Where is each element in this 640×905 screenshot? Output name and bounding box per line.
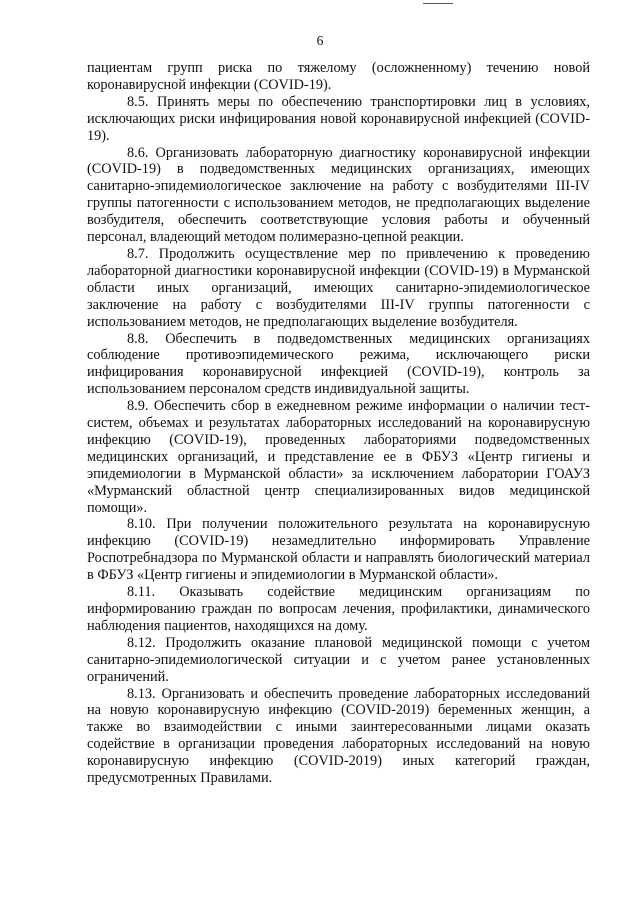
paragraph-8-8: 8.8. Обеспечить в подведомственных медицинских организациях соблюдение противоэпидемического режима, исключающего риски инфицирования коронавирусной инфекцией (COVID-19), контроль за использованием персоналом средств индивидуальной защиты. <box>87 330 590 398</box>
paragraph-8-12: 8.12. Продолжить оказание плановой медицинской помощи с учетом санитарно-эпидемиологической ситуации и с учетом ранее установленных ограничений. <box>87 634 590 685</box>
paragraph-8-7: 8.7. Продолжить осуществление мер по привлечению к проведению лабораторной диагностики коронавирусной инфекции (COVID-19) в Мурманской области иных организаций, имеющих санитарно-эпидемиологическое заключение на работу с возбудителями III-IV группы патогенности с использованием методов, не предполагающих выделение возбудителя. <box>87 245 590 330</box>
paragraph-8-10: 8.10. При получении положительного результата на коронавирусную инфекцию (COVID-19) незамедлительно информировать Управление Роспотребнадзора по Мурманской области и направлять биологический материал в ФБУЗ «Центр гигиены и эпидемиологии в Мурманской области». <box>87 516 590 584</box>
paragraph-8-5: 8.5. Принять меры по обеспечению транспортировки лиц в условиях, исключающих риски инфицирования новой коронавирусной инфекцией (COVID-19). <box>87 93 590 144</box>
document-body <box>87 60 590 787</box>
paragraph-8-11: 8.11. Оказывать содействие медицинским организациям по информированию граждан по вопросам лечения, профилактики, динамического наблюдения пациентов, находящихся на дому. <box>87 584 590 634</box>
paragraph-8-9: 8.9. Обеспечить сбор в ежедневном режиме информации о наличии тест-систем, объемах и результатах лабораторных исследований на коронавирусную инфекцию (COVID-19), проведенных лабораториями подведомственных медицинских организаций, и представление ее в ФБУЗ «Центр гигиены и эпидемиологии в Мурманской области» за исключением лаборатории ГОАУЗ «Мурманский областной центр специализированных видов медицинской помощи». <box>87 398 590 516</box>
paragraph-continuation: пациентам групп риска по тяжелому (осложненному) течению новой коронавирусной инфекции (COVID-19). <box>87 60 590 93</box>
page-number: 6 <box>316 33 324 48</box>
top-edge-mark <box>423 3 453 4</box>
paragraph-8-6: 8.6. Организовать лабораторную диагностику коронавирусной инфекции (COVID-19) в подведомственных медицинских организациях, имеющих санитарно-эпидемиологическое заключение на работу с возбудителями III-IV группы патогенности с использованием методов, не предполагающих выделение возбудителя, обеспечить соответствующие условия работы и обученный персонал, владеющий методом полимеразно-цепной реакции. <box>87 144 590 246</box>
paragraph-8-13: 8.13. Организовать и обеспечить проведение лабораторных исследований на новую коронавирусную инфекцию (COVID-2019) беременных женщин, а также во взаимодействии с иными заинтересованными лицами оказать содействие в организации проведения лабораторных исследований на новую коронавирусную инфекцию (COVID-2019) иных категорий граждан, предусмотренных Правилами. <box>87 685 590 787</box>
